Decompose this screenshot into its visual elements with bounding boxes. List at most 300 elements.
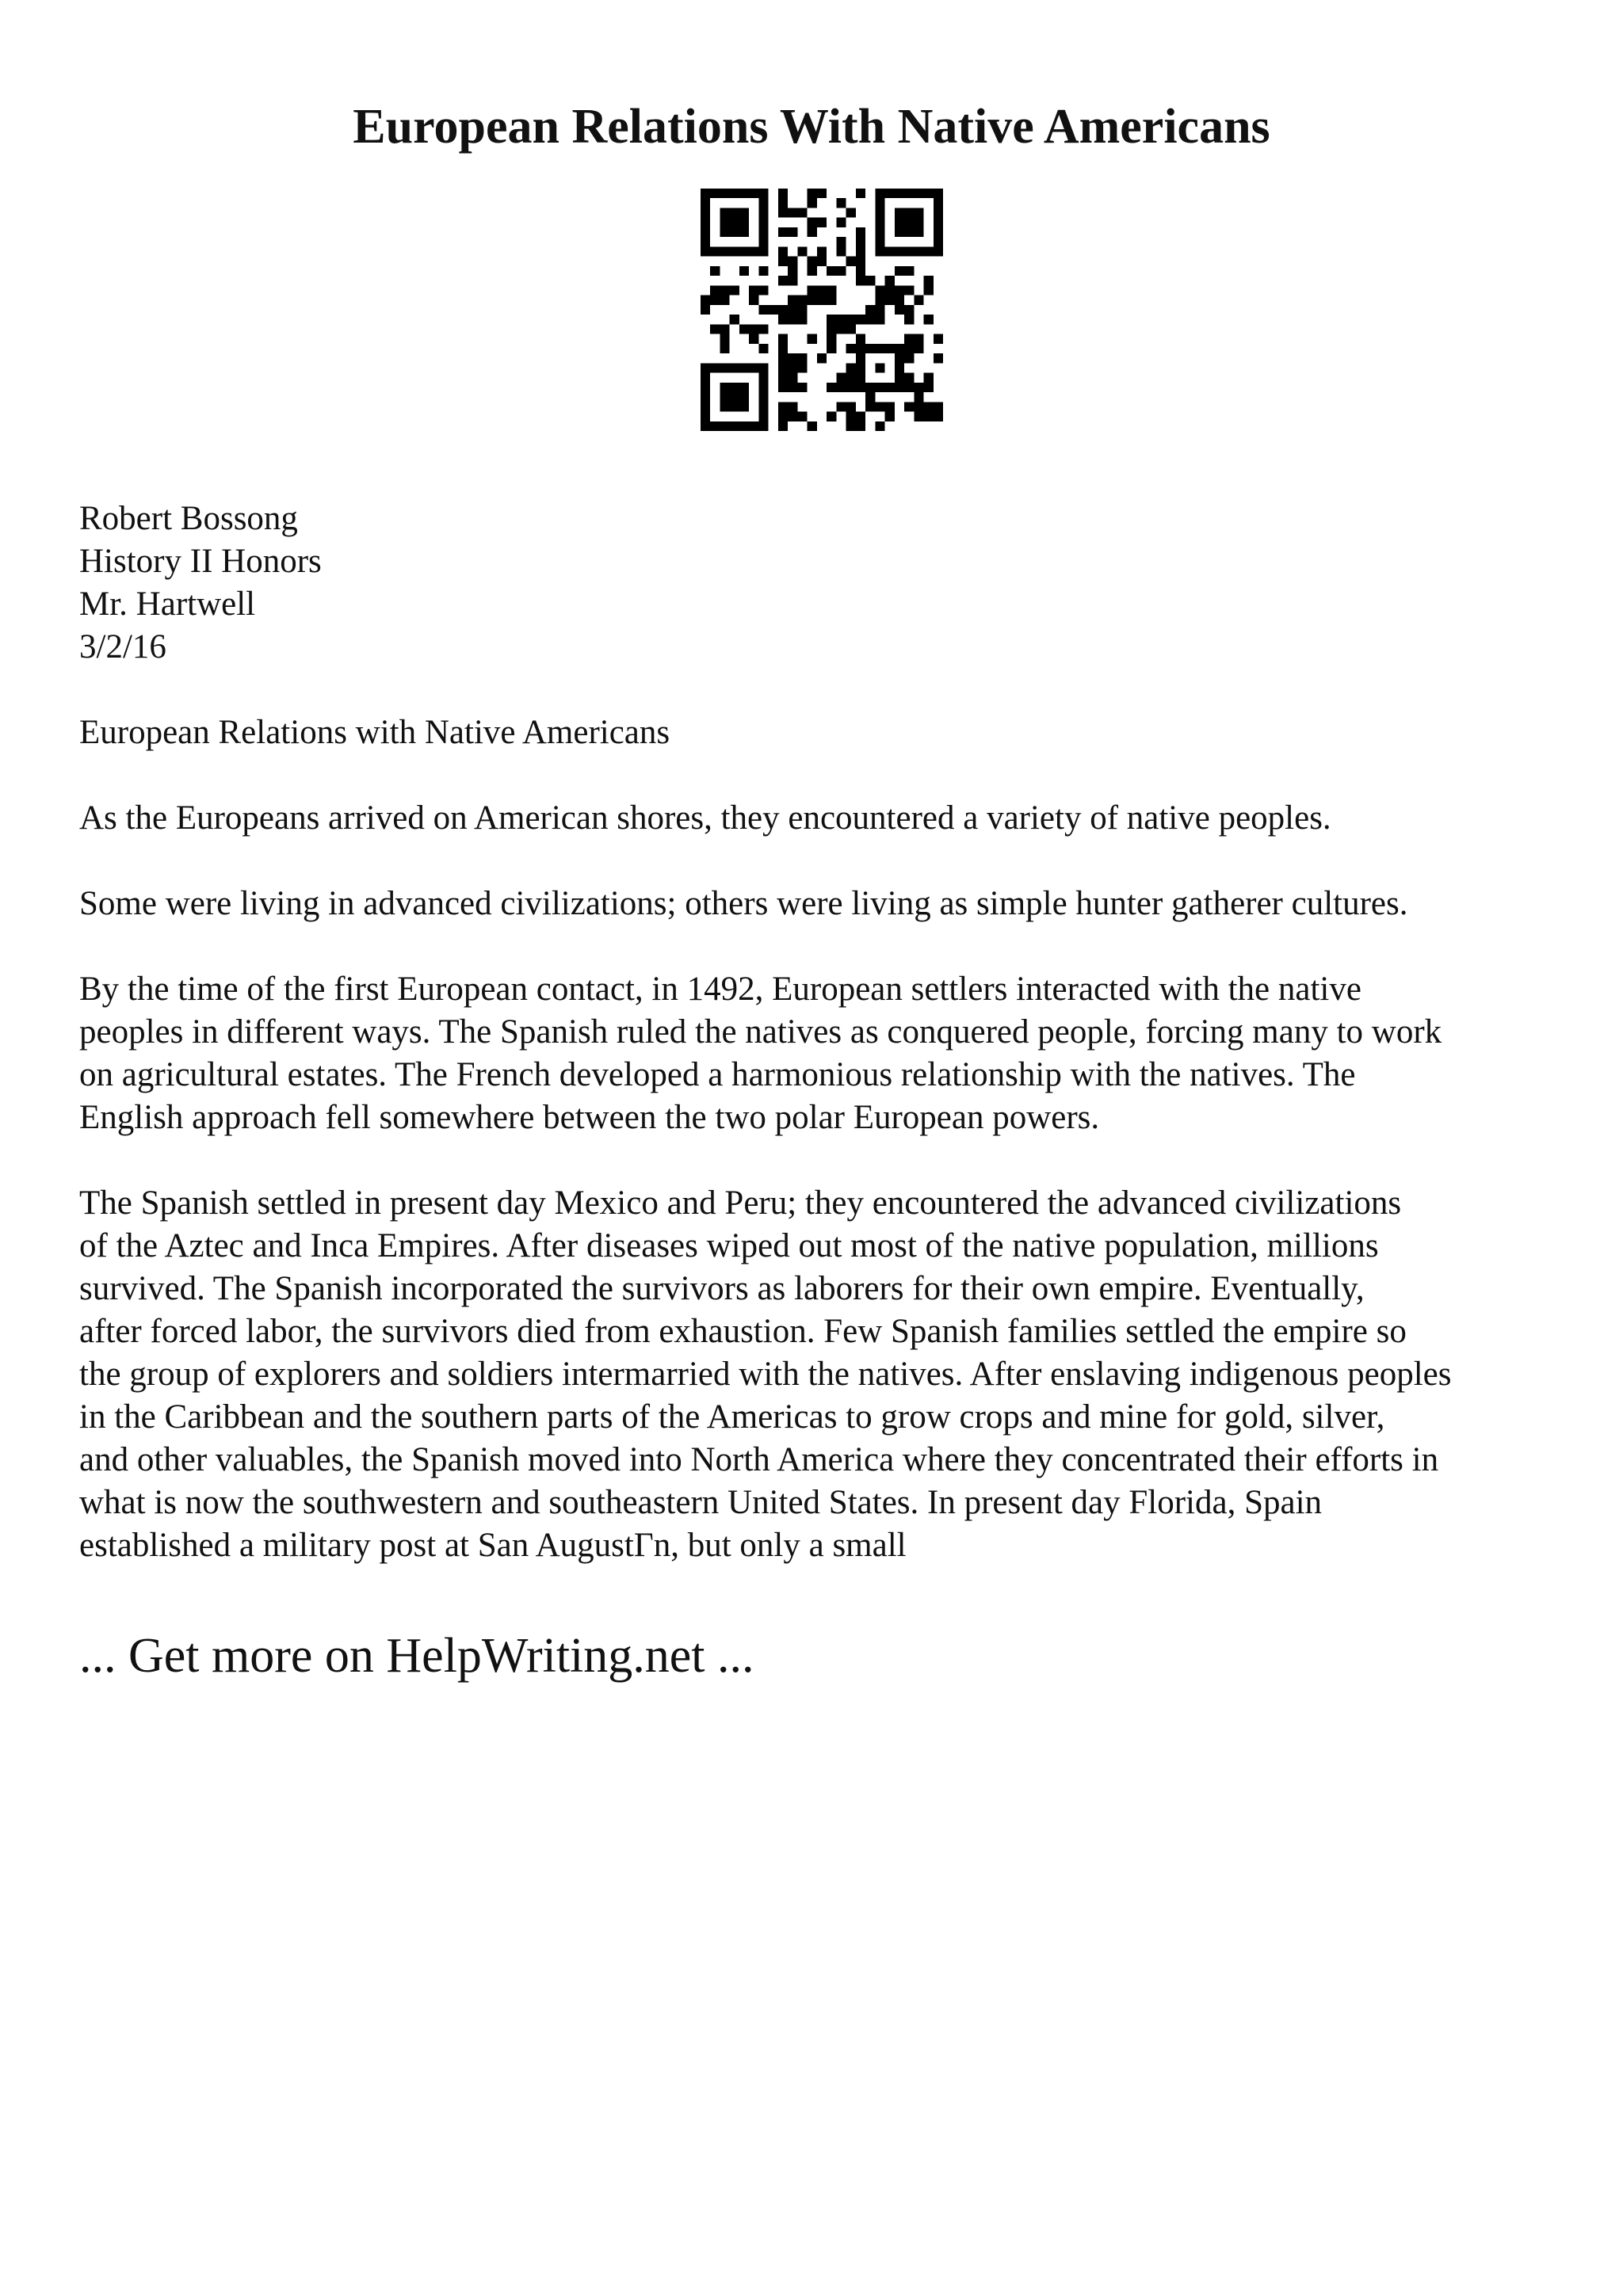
paragraph-line: Some were living in advanced civilizations; others were living as simple hunter gatherer cultures. [79, 885, 1408, 922]
qr-module [788, 208, 797, 217]
qr-module [846, 344, 856, 353]
qr-module [720, 189, 729, 198]
qr-module [797, 305, 807, 315]
qr-module [788, 257, 797, 266]
document-date: 3/2/16 [79, 628, 166, 666]
qr-module [778, 334, 788, 344]
qr-module [914, 412, 923, 421]
qr-module [904, 227, 914, 237]
qr-module [875, 344, 884, 353]
paragraph-line: what is now the southwestern and southeastern United States. In present day Florida, Spain [79, 1484, 1323, 1521]
qr-module [836, 218, 846, 227]
qr-module [885, 276, 895, 285]
qr-module [914, 189, 923, 198]
author-block [79, 498, 1585, 669]
paragraph-line: in the Caribbean and the southern parts of the Americas to grow crops and mine for gold, silver, [79, 1398, 1385, 1436]
qr-module [895, 189, 904, 198]
qr-module [856, 257, 865, 266]
qr-module [846, 402, 856, 411]
qr-module [758, 402, 768, 411]
qr-module [788, 266, 797, 276]
qr-module [758, 218, 768, 227]
qr-module [749, 246, 758, 256]
qr-module [701, 189, 710, 198]
qr-module [934, 227, 943, 237]
qr-module [895, 296, 904, 305]
qr-module [875, 198, 884, 208]
qr-module [797, 208, 807, 217]
qr-module [924, 285, 934, 295]
qr-module [856, 246, 865, 256]
course-name: History II Honors [79, 543, 322, 580]
qr-module [856, 363, 865, 372]
qr-module [885, 189, 895, 198]
qr-module [701, 218, 710, 227]
qr-module [895, 353, 904, 363]
qr-module [778, 257, 788, 266]
qr-module [778, 363, 788, 372]
qr-module [914, 383, 923, 392]
qr-module [856, 315, 865, 324]
qr-module [710, 266, 720, 276]
qr-module [730, 363, 739, 372]
qr-module [836, 402, 846, 411]
paragraph-line: peoples in different ways. The Spanish ruled the natives as conquered people, forcing many to work [79, 1013, 1442, 1051]
qr-module [817, 218, 827, 227]
paragraph-line: the group of explorers and soldiers intermarried with the natives. After enslaving indigenous peoples [79, 1356, 1452, 1393]
qr-module [758, 285, 768, 295]
qr-module [895, 373, 904, 383]
qr-module [739, 227, 749, 237]
qr-module [924, 373, 934, 383]
qr-module [749, 421, 758, 431]
qr-module [856, 266, 865, 276]
qr-module [865, 392, 875, 402]
qr-module [730, 218, 739, 227]
qr-module [856, 276, 865, 285]
qr-module [856, 412, 865, 421]
qr-module [924, 276, 934, 285]
qr-module [749, 285, 758, 295]
qr-module [730, 383, 739, 392]
qr-module [730, 392, 739, 402]
qr-module [778, 227, 788, 237]
qr-module [739, 392, 749, 402]
qr-module [904, 305, 914, 315]
qr-module [720, 344, 729, 353]
qr-module [808, 257, 817, 266]
qr-module [720, 208, 729, 217]
qr-module [846, 373, 856, 383]
paragraph-line: established a military post at San AugustГn, but only a small [79, 1527, 907, 1564]
qr-module [904, 218, 914, 227]
qr-module [865, 305, 875, 315]
qr-module [778, 353, 788, 363]
qr-module [875, 402, 884, 411]
paragraph-line: after forced labor, the survivors died from exhaustion. Few Spanish families settled the empire so [79, 1313, 1407, 1350]
paragraph-3 [79, 968, 1585, 1139]
qr-module [739, 266, 749, 276]
qr-module [720, 421, 729, 431]
qr-module [885, 402, 895, 411]
qr-module [895, 383, 904, 392]
qr-module [827, 412, 836, 421]
qr-module [758, 246, 768, 256]
qr-module [730, 208, 739, 217]
paragraph-4 [79, 1182, 1585, 1567]
qr-module [730, 402, 739, 411]
qr-module [836, 198, 846, 208]
qr-module [924, 383, 934, 392]
qr-module [739, 208, 749, 217]
qr-module [914, 334, 923, 344]
qr-module [875, 305, 884, 315]
qr-module [924, 246, 934, 256]
qr-module [778, 373, 788, 383]
qr-module [778, 344, 788, 353]
qr-module [758, 189, 768, 198]
qr-module [758, 227, 768, 237]
qr-module [836, 237, 846, 246]
paragraph-2 [79, 883, 1585, 925]
qr-module [934, 334, 943, 344]
qr-module [865, 402, 875, 411]
qr-module [875, 218, 884, 227]
qr-module [720, 324, 729, 334]
qr-module [788, 363, 797, 372]
paragraph-line: By the time of the first European contact, in 1492, European settlers interacted with the native [79, 971, 1361, 1008]
qr-module [778, 189, 788, 198]
get-more-link[interactable]: ... Get more on HelpWriting.net ... [79, 1629, 754, 1683]
qr-module [710, 189, 720, 198]
qr-module [720, 334, 729, 344]
qr-module [895, 305, 904, 315]
qr-module [797, 363, 807, 372]
qr-module [885, 246, 895, 256]
qr-module [739, 421, 749, 431]
qr-module [924, 189, 934, 198]
qr-module [856, 421, 865, 431]
qr-module [701, 373, 710, 383]
qr-module [904, 315, 914, 324]
qr-module [797, 296, 807, 305]
qr-module [885, 344, 895, 353]
qr-module [749, 324, 758, 334]
qr-module [934, 402, 943, 411]
qr-module [827, 296, 836, 305]
qr-module [749, 334, 758, 344]
qr-module [749, 296, 758, 305]
qr-module [856, 189, 865, 198]
qr-module [758, 363, 768, 372]
qr-module [934, 412, 943, 421]
qr-module [914, 344, 923, 353]
qr-module [701, 198, 710, 208]
qr-module [720, 363, 729, 372]
essay-heading: European Relations with Native Americans [79, 714, 670, 751]
qr-module [856, 353, 865, 363]
qr-module [808, 227, 817, 237]
qr-module [836, 373, 846, 383]
qr-module [865, 344, 875, 353]
qr-module [701, 421, 710, 431]
qr-module [836, 383, 846, 392]
qr-module [710, 296, 720, 305]
qr-module [710, 246, 720, 256]
paragraph-line: of the Aztec and Inca Empires. After diseases wiped out most of the native population, millions [79, 1227, 1379, 1264]
qr-module [934, 208, 943, 217]
qr-module [846, 421, 856, 431]
qr-module [701, 363, 710, 372]
qr-module [730, 421, 739, 431]
qr-module [720, 402, 729, 411]
qr-module [875, 296, 884, 305]
qr-module [788, 383, 797, 392]
paragraph-line: and other valuables, the Spanish moved into North America where they concentrated their efforts in [79, 1441, 1439, 1478]
qr-module [730, 227, 739, 237]
qr-module [720, 246, 729, 256]
qr-module [701, 208, 710, 217]
qr-module [914, 246, 923, 256]
qr-module [701, 246, 710, 256]
qr-module [827, 383, 836, 392]
qr-module [749, 363, 758, 372]
qr-module [701, 392, 710, 402]
qr-module [895, 227, 904, 237]
qr-module [875, 246, 884, 256]
qr-module [730, 315, 739, 324]
qr-module [778, 276, 788, 285]
qr-module [758, 324, 768, 334]
qr-module [914, 227, 923, 237]
qr-module [885, 285, 895, 295]
qr-module [827, 324, 836, 334]
qr-module [739, 189, 749, 198]
qr-module [904, 285, 914, 295]
qr-module [808, 334, 817, 344]
paragraph-line: The Spanish settled in present day Mexico and Peru; they encountered the advanced civilizations [79, 1184, 1402, 1222]
qr-module [836, 266, 846, 276]
qr-module [817, 189, 827, 198]
qr-module [924, 412, 934, 421]
author-name: Robert Bossong [79, 500, 298, 537]
qr-module [865, 276, 875, 285]
qr-module [904, 246, 914, 256]
qr-module [739, 324, 749, 334]
qr-module [758, 198, 768, 208]
qr-module [710, 285, 720, 295]
qr-module [720, 227, 729, 237]
qr-module [758, 305, 768, 315]
qr-module [904, 266, 914, 276]
qr-module [895, 285, 904, 295]
qr-module [856, 227, 865, 237]
qr-module [836, 324, 846, 334]
qr-module [895, 344, 904, 353]
qr-module [788, 315, 797, 324]
qr-module [875, 189, 884, 198]
qr-module [778, 383, 788, 392]
document-title: European Relations With Native Americans [353, 100, 1270, 154]
qr-module [758, 344, 768, 353]
qr-module [710, 324, 720, 334]
qr-module [778, 412, 788, 421]
qr-module [720, 285, 729, 295]
qr-module [846, 383, 856, 392]
qr-module [701, 296, 710, 305]
qr-module [875, 227, 884, 237]
qr-module [904, 373, 914, 383]
qr-module [875, 363, 884, 372]
qr-module [904, 334, 914, 344]
qr-module [875, 421, 884, 431]
qr-module [817, 353, 827, 363]
qr-module [797, 315, 807, 324]
qr-module [778, 315, 788, 324]
qr-module [739, 363, 749, 372]
qr-module [788, 373, 797, 383]
qr-module [758, 266, 768, 276]
qr-module [808, 421, 817, 431]
qr-module [701, 227, 710, 237]
qr-module [856, 383, 865, 392]
qr-module [895, 363, 904, 372]
qr-module [730, 246, 739, 256]
qr-module [730, 285, 739, 295]
qr-module [808, 198, 817, 208]
qr-module [914, 402, 923, 411]
qr-module [924, 315, 934, 324]
qr-module [856, 344, 865, 353]
qr-module [895, 208, 904, 217]
qr-module [904, 344, 914, 353]
qr-module [710, 421, 720, 431]
qr-module [856, 237, 865, 246]
qr-module [934, 218, 943, 227]
qr-module [846, 412, 856, 421]
qr-module [817, 246, 827, 256]
qr-module [701, 237, 710, 246]
qr-module [749, 189, 758, 198]
qr-module [808, 218, 817, 227]
qr-module [739, 402, 749, 411]
qr-module [846, 257, 856, 266]
qr-module [778, 198, 788, 208]
qr-module [739, 218, 749, 227]
qr-module [710, 363, 720, 372]
qr-module [701, 412, 710, 421]
paragraph-line: As the Europeans arrived on American shores, they encountered a variety of native peoples. [79, 799, 1331, 837]
qr-module [836, 315, 846, 324]
qr-module [808, 285, 817, 295]
qr-module [895, 266, 904, 276]
qr-module [846, 363, 856, 372]
qr-module [817, 285, 827, 295]
qr-module [846, 208, 856, 217]
qr-module [846, 315, 856, 324]
qr-module [875, 315, 884, 324]
qr-module [758, 208, 768, 217]
qr-module [934, 246, 943, 256]
qr-module [856, 373, 865, 383]
qr-module [701, 383, 710, 392]
qr-module [797, 246, 807, 256]
qr-module [758, 412, 768, 421]
qr-module [778, 305, 788, 315]
qr-module [758, 373, 768, 383]
qr-module [730, 189, 739, 198]
qr-code-modules [701, 189, 943, 431]
qr-module [739, 383, 749, 392]
teacher-name: Mr. Hartwell [79, 585, 256, 623]
qr-module [778, 208, 788, 217]
qr-module [914, 392, 923, 402]
qr-module [904, 353, 914, 363]
paragraph-line: on agricultural estates. The French developed a harmonious relationship with the natives. The [79, 1056, 1356, 1093]
qr-module [788, 402, 797, 411]
qr-module [788, 412, 797, 421]
qr-module [885, 383, 895, 392]
qr-module [788, 353, 797, 363]
qr-module [758, 383, 768, 392]
qr-module [720, 218, 729, 227]
qr-module [788, 305, 797, 315]
qr-module [827, 266, 836, 276]
qr-module [865, 383, 875, 392]
qr-module [788, 227, 797, 237]
qr-module [934, 353, 943, 363]
qr-module [904, 383, 914, 392]
qr-module [846, 324, 856, 334]
qr-module [875, 285, 884, 295]
qr-module [875, 383, 884, 392]
qr-module [934, 198, 943, 208]
paragraph-line: English approach fell somewhere between the two polar European powers. [79, 1099, 1100, 1136]
qr-module [904, 402, 914, 411]
qr-module [827, 344, 836, 353]
qr-module [778, 421, 788, 431]
qr-module [895, 218, 904, 227]
qr-code [701, 189, 943, 431]
qr-module [924, 402, 934, 411]
qr-module [827, 334, 836, 344]
qr-module [914, 296, 923, 305]
qr-module [758, 392, 768, 402]
qr-module [701, 305, 710, 315]
qr-module [836, 246, 846, 256]
document-body [79, 498, 1585, 1610]
qr-module [739, 246, 749, 256]
qr-module [788, 296, 797, 305]
qr-module [865, 315, 875, 324]
qr-module [827, 285, 836, 295]
qr-module [827, 315, 836, 324]
qr-module [885, 296, 895, 305]
qr-module [701, 402, 710, 411]
qr-module [817, 257, 827, 266]
qr-module [778, 402, 788, 411]
qr-module [875, 208, 884, 217]
qr-module [808, 266, 817, 276]
qr-module [797, 353, 807, 363]
qr-module [885, 412, 895, 421]
qr-module [720, 383, 729, 392]
qr-module [914, 208, 923, 217]
qr-module [904, 208, 914, 217]
qr-module [808, 189, 817, 198]
qr-module [817, 296, 827, 305]
qr-module [808, 296, 817, 305]
